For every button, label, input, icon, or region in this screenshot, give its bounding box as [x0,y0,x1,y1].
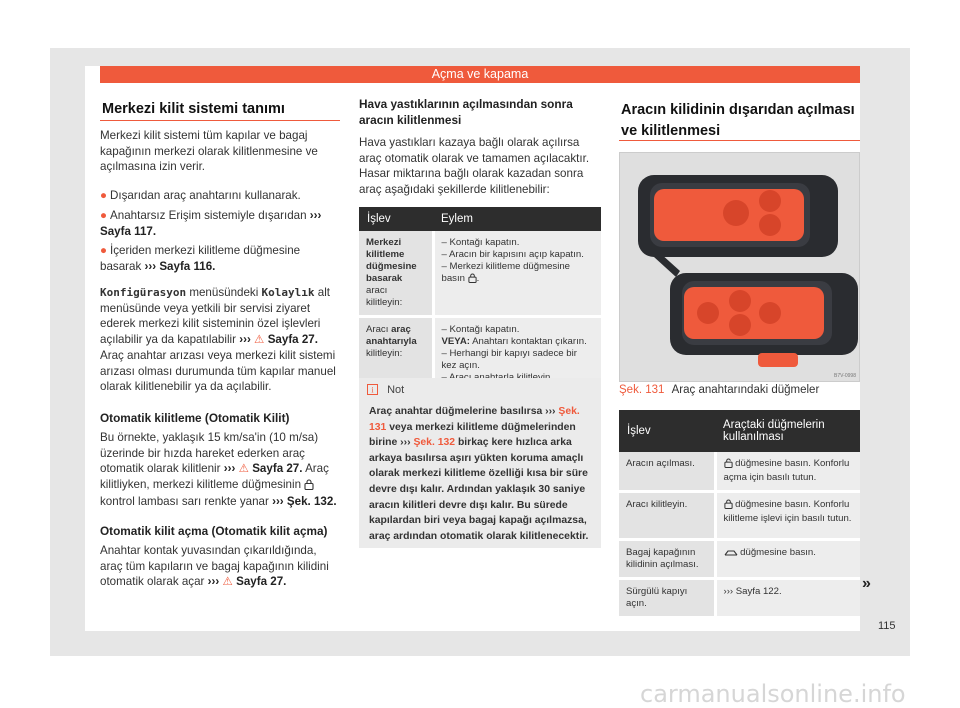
page-ref-link[interactable]: Sayfa 27. [267,332,318,346]
table-header: Eylem [433,207,601,231]
key-buttons-figure [619,152,860,382]
bullet-item: ● Anahtarsız Erişim sistemiyle dışarıdan ››› Sayfa 117. [100,209,322,238]
table-header: İşlev [359,207,433,231]
table-header: Araçtaki düğmelerin kullanılması [715,410,860,452]
bullet-dot: ● [100,244,108,257]
table-row: Aracı araç anahtarıyla kilitleyin: – Kontağı kapatın. VEYA: Anahtarı kontaktan çıkarın. – Herhangi bir kapıyı sadece bir kez açın. [359,317,601,395]
bullet-dot: ● [100,209,108,222]
page-ref-link[interactable]: Sayfa 116. [159,259,216,273]
table-row: Aracın açılması. düğmesine basın. Konforlu açma için basılı tutun. [619,452,860,492]
section-rule [100,120,340,121]
warning-icon: ⚠ [238,462,249,476]
note-label: Not [387,384,405,396]
auto-lock-paragraph: Bu örnekte, yaklaşık 15 km/sa'in (10 m/sa) üzerinde bir hızda hareket ederken araç otomatik olarak kilitlenir ››› ⚠ Sayfa 27. Araç kilitliyken, merkezi kilitleme düğmesinin kontrol lambası sarı renkte yanar ››› Şek. 132. [100,431,337,509]
auto-unlock-heading: Otomatik kilit açma (Otomatik kilit açma) [100,524,328,538]
note-box [359,378,601,548]
car-key-illustration [620,153,859,381]
warning-icon: ⚠ [254,332,265,346]
page-number: 115 [878,620,896,632]
bullet-item: ● İçeriden merkezi kilitleme düğmesine basarak ››› Sayfa 116. [100,244,301,273]
failure-paragraph: Araç anahtar arızası veya merkezi kilit sistemi arızası olması durumunda tüm kapılar manuel olarak kilitlenebilir ya da açılabilir. [100,349,336,394]
svg-text:i: i [371,385,374,395]
figure-ref-link[interactable]: Şek. 132 [413,437,456,449]
auto-unlock-paragraph: Anahtar kontak yuvasından çıkarıldığında, araç tüm kapıların ve bagaj kapağının kilidini otomatik olarak açar ››› ⚠ Sayfa 27. [100,544,329,589]
section-title-central-locking: Merkezi kilit sistemi tanımı [102,101,285,117]
airbag-intro: Hava yastıkları kazaya bağlı olarak açılırsa araç otomatik olarak ve tamamen açılacaktır. Hasar miktarına bağlı olarak kazadan sonra araç aşağıdaki şekillerde kilitlenebilir: [359,136,590,196]
bullet-dot: ● [100,189,108,202]
airbag-lock-table [359,207,601,396]
table-row: Merkezi kilitleme düğmesine basarak aracı kilitleyin: – Kontağı kapatın. – Aracın bir kapısını açıp kapatın. – Merkezi kilitleme düğmesine basın . [359,231,601,317]
auto-lock-heading: Otomatik kilitleme (Otomatik Kilit) [100,411,290,425]
note-text: Araç anahtar düğmelerine basılırsa ››› Şek. 131 veya merkezi kilitleme düğmelerinden birine ››› Şek. 132 birkaç kere hızlıca arka arkaya basılırsa aşırı yükten koruma amaçlı olarak merkezi kilitleme özelliği kısa bir süre devre dışı kalır. Ardından yaklaşık 30 saniye aracın kilitleri devre dışı kalır. Bu sürede kapılardan biri veya bagaj kapağı açılmazsa, araç ardından otomatik olarak kilitlenecektir. [369,406,589,542]
page-ref-link[interactable]: Sayfa 122. [735,586,782,597]
continue-arrow: » [862,575,871,592]
figure-code: B7V-0998 [834,373,856,379]
figure-ref-link[interactable]: Şek. 131 [369,406,580,433]
intro-paragraph: Merkezi kilit sistemi tüm kapılar ve bagaj kapağının merkezi olarak kilitlenmesine ve açılmasına izin verir. [100,129,318,174]
table-row: Bagaj kapağının kilidinin açılması. düğmesine basın. [619,540,860,579]
figure-caption: Şek. 131 Araç anahtarındaki düğmeler [619,384,820,396]
lock-icon [724,499,733,513]
bullet-item: ● Dışarıdan araç anahtarını kullanarak. [100,189,301,202]
section-rule [619,140,860,141]
section-title-exterior-locking: Aracın kilidinin dışarıdan açılması ve kilitlenmesi [621,102,855,139]
airbag-lock-heading: Hava yastıklarının açılmasından sonra aracın kilitlenmesi [359,97,573,127]
table-header: İşlev [619,410,715,452]
key-button-table [619,410,860,619]
config-paragraph: Konfigürasyon menüsündeki Kolaylık alt menüsünde veya yetkili bir servisi ziyaret ederek merkezi kilit sisteminin özel işlevleri açılabilir ya da kapatılabilir ››› ⚠ Sayfa 27. [100,286,330,346]
figure-number: Şek. 131 [619,384,665,396]
chapter-header: Açma ve kapama [100,66,860,83]
table-row: Aracı kilitleyin. düğmesine basın. Konforlu kilitleme işlevi için basılı tutun. [619,492,860,540]
warning-icon: ⚠ [222,575,233,589]
trunk-icon [724,549,738,561]
lock-icon [468,273,477,287]
lock-icon [304,479,314,495]
page-ref-link[interactable]: Sayfa 117. [100,224,157,238]
unlock-icon [724,458,733,472]
page-ref-link[interactable]: Sayfa 27. [236,575,287,589]
watermark: carmanualsonline.info [640,680,906,708]
page-ref-link[interactable]: Sayfa 27. [252,462,303,476]
figure-ref-link[interactable]: Şek. 132. [286,495,337,509]
table-row: Sürgülü kapıyı açın. ››› Sayfa 122. [619,579,860,618]
info-icon [367,384,378,398]
